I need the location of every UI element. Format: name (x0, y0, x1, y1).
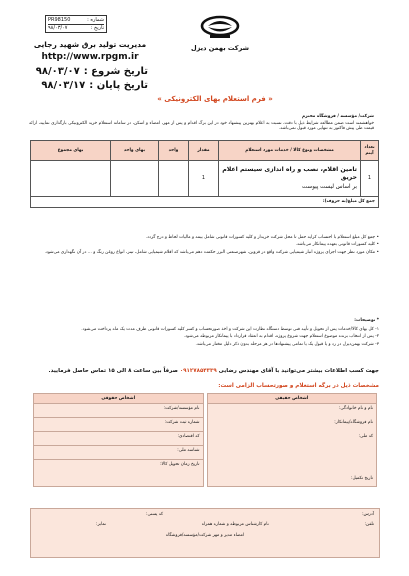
items-table (30, 140, 379, 208)
contact-text-before: جهت کسب اطلاعات بیشتر می‌توانید با آقای مهندس رضایی (218, 368, 379, 374)
company-logo (190, 14, 250, 54)
start-date-label: تاریخ شروع : (83, 66, 148, 77)
col-total-price: بهای مجموع (31, 141, 111, 161)
col-count-label: تعداد (364, 145, 375, 151)
number-value: PR98150 (48, 17, 71, 23)
conditions-list (29, 235, 379, 255)
intro-text: خواهشمند است ضمن مطالعه شرایط ذیل با دقت، نسبت به اعلام بهترین پیشنهاد خود در این برگ اقدام و پس از مهر، امضاء و اسکن، در سامانه استعلام خرید الکترونیکی بارگذاری نمایید، ارائه قیمت طی پیش فاکتور به تنهایی مورد قبول نمی‌باشد. (29, 121, 374, 132)
table-row (31, 161, 379, 197)
end-date-label: تاریخ پایان : (89, 80, 148, 91)
field-fullname[interactable]: نام و نام خانوادگی: (338, 406, 373, 412)
row-unit[interactable] (159, 161, 189, 197)
start-date (28, 66, 148, 77)
note-item: ۱- کل بهای کالا/خدمات پس از تحویل و تأیید فنی توسط دستگاه نظارت این شرکت و اخذ صورتحساب و کسر کلیه کسورات قانونی ظرف مدت یک ماه پرداخت می‌شود. (81, 327, 379, 332)
items-table-header (31, 141, 379, 161)
company-website[interactable]: http://www.rpgm.ir (41, 52, 139, 62)
row-desc-main: تامین اقلام، نصب و راه اندازی سیستم اعلام حریق (222, 165, 357, 181)
col-desc: مشخصات ونوع کالا / خدمات مورد استعلام (219, 141, 361, 161)
phone-field[interactable]: تلفن: (364, 522, 374, 528)
field-shop-name[interactable]: نام فروشگاه/پیمانکار: (334, 420, 373, 426)
row-number: 1 (361, 161, 379, 197)
supplier-section-title: مشخصات ذیل در برگه استعلام و صورتحساب الزامی است: (218, 383, 379, 389)
field-company-name[interactable]: نام مؤسسه/شرکت: (34, 404, 203, 418)
field-empty-1 (208, 446, 377, 460)
field-national-code[interactable]: کد ملی: (358, 434, 373, 440)
col-unit: واحد (159, 141, 189, 161)
end-date (28, 80, 148, 91)
company-title: مدیریت تولید برق شهید رجایی (33, 40, 147, 49)
row-unit-price[interactable] (111, 161, 159, 197)
notes-title: * توضیحات: (354, 318, 379, 323)
field-economic-code[interactable]: کد اقتصادی: (34, 432, 203, 446)
row-total-price[interactable] (31, 161, 111, 197)
row-desc (219, 161, 361, 197)
date-label: تاریخ : (90, 24, 104, 31)
contact-phone[interactable]: ۰۹۱۲۷۸۵۴۳۳۹ (179, 368, 217, 374)
number-label: شماره : (87, 17, 104, 23)
start-date-value: ۹۸/۰۳/۰۷ (35, 66, 80, 77)
condition-item: • کلیه کسورات قانونی بعهده پیمانکار می‌باشد. (295, 242, 379, 248)
col-count-sub: آیتم (365, 150, 374, 156)
field-registration-number[interactable]: شماره ثبت شرکت: (34, 418, 203, 432)
sum-label[interactable]: جمع کل مبلغ(به حروف): (31, 197, 379, 208)
footer-box (30, 508, 380, 558)
field-empty-2 (208, 460, 377, 474)
row-desc-sub: بر اساس لیست پیوست (302, 184, 357, 191)
condition-item: • جمع کل مبلغ استعلام با احتساب کرایه حمل تا محل شرکت خریدار و کلیه کسورات قانونی شامل بیمه و مالیات لحاظ و درج گردد. (145, 235, 379, 240)
bahman-logo-icon (200, 14, 240, 40)
recipient-line: شرکت/ مؤسسه / فروشگاه محترم (302, 114, 374, 119)
field-empty-3 (34, 474, 203, 486)
field-national-id[interactable]: شناسه ملی: (34, 446, 203, 460)
postal-code-field[interactable]: کد پستی: (146, 512, 164, 517)
legal-entities-header: اشخاص حقوقی (34, 394, 203, 404)
fax-field[interactable]: نمابر: (96, 522, 107, 528)
contact-line (29, 368, 379, 374)
form-title: « فرم استعلام بهای الکترونیکی » (157, 95, 273, 103)
legal-entities-box (33, 393, 204, 487)
col-row (361, 141, 379, 161)
condition-item: • مکان مورد نظر جهت اجرای پروژه انبار شیمیایی شرکت واقع در قزوین، شهرصنعتی البرز حکمت دهم می‌باشد که اقلام شیمیایی شامل، تینر، انواع روغن رنگ و ... در آن نگهداری می‌شود. (44, 249, 379, 255)
address-field[interactable]: آدرس: (362, 512, 374, 517)
agent-field[interactable]: نام کارشناس مربوطه و شماره همراه (201, 522, 269, 528)
note-item: ۳- شرکت بهمن‌دیزل در رد و یا قبول یک یا تمامی پیشنهادها در هر مرحله بدون ذکر دلیل مختار می‌باشد. (195, 341, 379, 347)
end-date-value: ۹۸/۰۳/۱۷ (41, 80, 86, 91)
signature-field[interactable]: امضاء مدیر و مهر شرکت/مؤسسه/فروشگاه (165, 532, 245, 538)
row-qty: 1 (189, 161, 219, 197)
supplier-table (30, 393, 380, 487)
col-qty: مقدار (189, 141, 219, 161)
field-delivery-date[interactable]: تاریخ زمان تحویل کالا: (160, 462, 200, 468)
natural-persons-header: اشخاص حقیقی (208, 394, 377, 404)
number-date-box (45, 15, 107, 33)
sum-row (31, 197, 379, 208)
note-item: ۲- پس از انتخاب برنده موضوع استعلام جهت شروع پروژه، اقدام به انعقاد قرارداد با پیمانکار مربوطه می‌شود. (183, 334, 379, 340)
field-completion-date[interactable]: تاریخ تکمیل: (351, 476, 373, 482)
logo-text: شرکت بهمن دیزل (190, 44, 250, 52)
date-value: ۹۸/۰۳/۰۷ (48, 24, 68, 31)
contact-text-after: صرفاً بین ساعت ۸ الی ۱۵ تماس حاصل فرمایید. (48, 368, 178, 374)
natural-persons-box (207, 393, 378, 487)
col-unit-price: بهای واحد (111, 141, 159, 161)
notes-list (29, 327, 379, 347)
